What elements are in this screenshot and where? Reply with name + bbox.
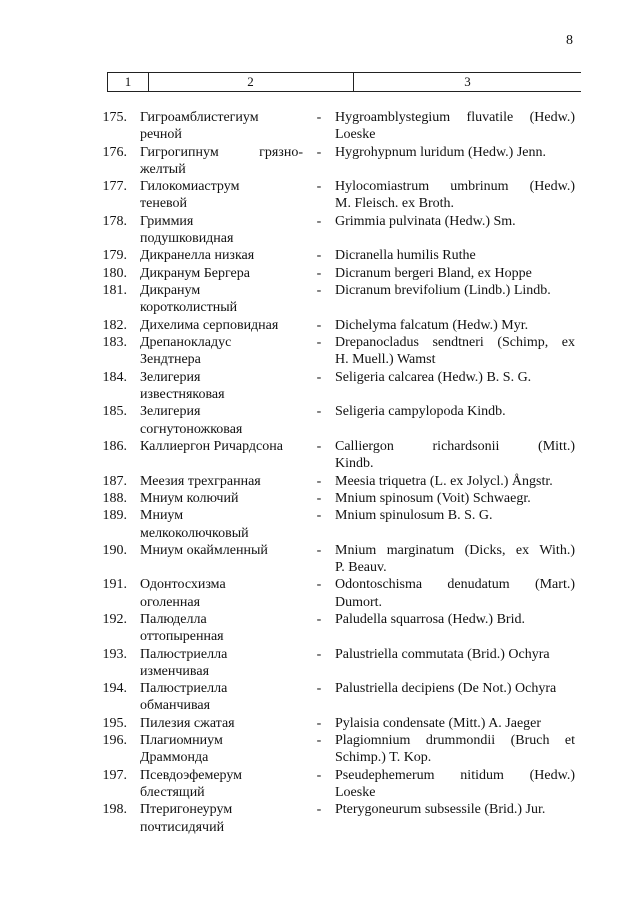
russian-name <box>140 438 303 472</box>
russian-name-line: Меезия трехгранная <box>140 473 261 489</box>
russian-name-line: известняковая <box>140 386 225 402</box>
russian-name <box>140 611 303 645</box>
latin-name-line: Drepanocladus sendtneri (Schimp, ex <box>335 335 575 351</box>
russian-name-line: Дикранум <box>140 283 201 299</box>
latin-name <box>335 767 575 801</box>
list-item <box>0 334 639 368</box>
russian-name <box>140 576 303 610</box>
latin-name-line: H. Muell.) Wamst <box>335 352 436 368</box>
entry-number: 190. <box>102 542 127 558</box>
russian-name-line: Дихелима серповидная <box>140 317 279 333</box>
entry-number: 197. <box>102 767 127 783</box>
dash-separator: - <box>316 404 322 420</box>
entry-number: 179. <box>102 248 127 264</box>
entry-number: 176. <box>102 144 127 160</box>
russian-name <box>140 473 303 490</box>
latin-name-line: Pylaisia condensate (Mitt.) A. Jaeger <box>335 715 542 731</box>
russian-name-line: Палюделла <box>140 612 207 628</box>
russian-name-line: Дикранум Бергера <box>140 265 250 281</box>
russian-name <box>140 265 303 282</box>
dash-separator: - <box>316 681 322 697</box>
list-item <box>0 767 639 801</box>
latin-name-line: Hylocomiastrum umbrinum (Hedw.) <box>335 179 575 195</box>
dash-separator: - <box>316 767 322 783</box>
latin-name-line: Schimp.) T. Kop. <box>335 750 432 766</box>
entry-number: 187. <box>102 473 127 489</box>
table-header <box>107 72 581 92</box>
entry-number: 184. <box>102 369 127 385</box>
russian-name-line: подушковидная <box>140 230 234 246</box>
latin-name-line: Loeske <box>335 785 376 801</box>
dash-separator: - <box>316 490 322 506</box>
dash-separator: - <box>316 335 322 351</box>
dash-separator: - <box>316 612 322 628</box>
russian-name-line: Драммонда <box>140 750 209 766</box>
latin-name-line: Meesia triquetra (L. ex Jolycl.) Ångstr. <box>335 473 553 489</box>
list-item <box>0 542 639 576</box>
latin-name <box>335 403 575 437</box>
russian-name-line: блестящий <box>140 785 205 801</box>
latin-name-line: Grimmia pulvinata (Hedw.) Sm. <box>335 213 516 229</box>
list-item <box>0 576 639 610</box>
entry-number: 195. <box>102 715 127 731</box>
list-item <box>0 247 639 264</box>
russian-name-line: Зендтнера <box>140 352 201 368</box>
latin-name <box>335 576 575 610</box>
latin-name-line: Dumort. <box>335 594 383 610</box>
dash-separator: - <box>316 317 322 333</box>
russian-name-line: Дикранелла низкая <box>140 248 255 264</box>
latin-name-line: Pterygoneurum subsessile (Brid.) Jur. <box>335 802 546 818</box>
russian-name <box>140 767 303 801</box>
latin-name-line: Hygrohypnum luridum (Hedw.) Jenn. <box>335 144 547 160</box>
latin-name-line: Dicranum bergeri Bland, ex Hoppe <box>335 265 532 281</box>
latin-name-line: Dichelyma falcatum (Hedw.) Myr. <box>335 317 529 333</box>
entry-number: 193. <box>102 646 127 662</box>
list-item <box>0 109 639 143</box>
russian-name-line: обманчивая <box>140 698 211 714</box>
latin-name-line: Calliergon richardsonii (Mitt.) <box>335 438 575 454</box>
latin-name-line: P. Beauv. <box>335 560 387 576</box>
russian-name <box>140 507 303 541</box>
russian-name-line: Гриммия <box>140 213 194 229</box>
latin-name <box>335 507 575 541</box>
latin-name-line: Odontoschisma denudatum (Mart.) <box>335 577 575 593</box>
russian-name <box>140 369 303 403</box>
russian-name <box>140 178 303 212</box>
latin-name-line: Dicranum brevifolium (Lindb.) Lindb. <box>335 283 551 299</box>
russian-name-line: Гилокомиаструм <box>140 179 240 195</box>
russian-name <box>140 247 303 264</box>
entry-number: 182. <box>102 317 127 333</box>
dash-separator: - <box>316 715 322 731</box>
russian-name-line: согнутоножковая <box>140 421 243 437</box>
entry-number: 183. <box>102 335 127 351</box>
list-item <box>0 317 639 334</box>
dash-separator: - <box>316 473 322 489</box>
list-item <box>0 646 639 680</box>
dash-separator: - <box>316 733 322 749</box>
latin-name <box>335 473 575 490</box>
list-item <box>0 680 639 714</box>
russian-name-line: Мниум окаймленный <box>140 542 268 558</box>
russian-name <box>140 334 303 368</box>
latin-name-line: Plagiomnium drummondii (Bruch et <box>335 733 575 749</box>
russian-name <box>140 282 303 316</box>
russian-name-line: Мниум <box>140 508 184 524</box>
latin-name <box>335 732 575 766</box>
list-item <box>0 507 639 541</box>
latin-name <box>335 680 575 714</box>
latin-name-line: Dicranella humilis Ruthe <box>335 248 476 264</box>
russian-name-line: Пилезия сжатая <box>140 715 235 731</box>
dash-separator: - <box>316 542 322 558</box>
entry-number: 180. <box>102 265 127 281</box>
entry-number: 198. <box>102 802 127 818</box>
russian-name <box>140 542 303 576</box>
russian-name-line: речной <box>140 127 182 143</box>
latin-name-line: Mnium marginatum (Dicks, ex With.) <box>335 542 575 558</box>
latin-name-line: Palustriella commutata (Brid.) Ochyra <box>335 646 550 662</box>
russian-name-line: оттопыренная <box>140 629 224 645</box>
list-item <box>0 801 639 835</box>
entry-number: 188. <box>102 490 127 506</box>
latin-name-line: Pseudephemerum nitidum (Hedw.) <box>335 767 575 783</box>
latin-name-line: Hygroamblystegium fluvatile (Hedw.) <box>335 110 575 125</box>
russian-name <box>140 213 303 247</box>
russian-name-line: коротколистный <box>140 300 238 316</box>
latin-name <box>335 369 575 403</box>
russian-name-line: изменчивая <box>140 663 210 679</box>
latin-name <box>335 317 575 334</box>
russian-name-line: Каллиергон Ричардсона <box>140 438 283 454</box>
russian-name-line: Одонтосхизма <box>140 577 226 593</box>
russian-name-line: Зелигерия <box>140 404 201 420</box>
entry-number: 192. <box>102 612 127 628</box>
latin-name <box>335 334 575 368</box>
latin-name-line: Paludella squarrosa (Hedw.) Brid. <box>335 612 525 628</box>
russian-name-line: Мниум колючий <box>140 490 239 506</box>
latin-name-line: Seligeria calcarea (Hedw.) B. S. G. <box>335 369 532 385</box>
russian-name <box>140 490 303 507</box>
russian-name <box>140 317 303 334</box>
latin-name <box>335 282 575 316</box>
list-item <box>0 473 639 490</box>
list-item <box>0 178 639 212</box>
entry-number: 175. <box>102 110 127 125</box>
russian-name-line: Гигрогипнум грязно- <box>140 144 303 160</box>
latin-name-line: Mnium spinulosum B. S. G. <box>335 508 493 524</box>
header-col-3: 3 <box>464 74 471 89</box>
list-item <box>0 265 639 282</box>
list-item <box>0 282 639 316</box>
russian-name <box>140 646 303 680</box>
entry-number: 178. <box>102 213 127 229</box>
russian-name-line: Гигроамблистегиум <box>140 110 259 125</box>
latin-name-line: Loeske <box>335 127 376 143</box>
dash-separator: - <box>316 265 322 281</box>
latin-name <box>335 178 575 212</box>
russian-name-line: почтисидячий <box>140 819 225 835</box>
russian-name-line: мелкоколючковый <box>140 525 249 541</box>
list-item <box>0 611 639 645</box>
latin-name <box>335 247 575 264</box>
dash-separator: - <box>316 110 322 125</box>
list-item <box>0 144 639 178</box>
dash-separator: - <box>316 438 322 454</box>
russian-name-line: Птеригонеурум <box>140 802 233 818</box>
list-item <box>0 213 639 247</box>
latin-name <box>335 213 575 247</box>
latin-name <box>335 438 575 472</box>
latin-name <box>335 646 575 680</box>
russian-name <box>140 680 303 714</box>
russian-name-line: оголенная <box>140 594 201 610</box>
dash-separator: - <box>316 508 322 524</box>
russian-name-line: Псевдоэфемерум <box>140 767 243 783</box>
header-col-1: 1 <box>107 73 149 91</box>
russian-name-line: Палюстриелла <box>140 681 228 697</box>
russian-name <box>140 732 303 766</box>
list-item <box>0 438 639 472</box>
list-item <box>0 369 639 403</box>
entry-number: 194. <box>102 681 127 697</box>
russian-name <box>140 403 303 437</box>
latin-name <box>335 490 575 507</box>
latin-name <box>335 611 575 645</box>
russian-name-line: теневой <box>140 196 188 212</box>
page-number: 8 <box>566 33 573 48</box>
latin-name <box>335 715 575 732</box>
dash-separator: - <box>316 369 322 385</box>
dash-separator: - <box>316 179 322 195</box>
dash-separator: - <box>316 577 322 593</box>
latin-name <box>335 265 575 282</box>
russian-name-line: Плагиомниум <box>140 733 223 749</box>
entry-number: 191. <box>102 577 127 593</box>
species-list <box>0 109 639 836</box>
latin-name <box>335 801 575 835</box>
dash-separator: - <box>316 646 322 662</box>
list-item <box>0 732 639 766</box>
russian-name <box>140 144 303 178</box>
dash-separator: - <box>316 248 322 264</box>
russian-name-line: Зелигерия <box>140 369 201 385</box>
russian-name <box>140 109 303 143</box>
entry-number: 189. <box>102 508 127 524</box>
entry-number: 186. <box>102 438 127 454</box>
list-item <box>0 403 639 437</box>
list-item <box>0 715 639 732</box>
latin-name-line: Mnium spinosum (Voit) Schwaegr. <box>335 490 531 506</box>
entry-number: 177. <box>102 179 127 195</box>
latin-name-line: Palustriella decipiens (De Not.) Ochyra <box>335 681 557 697</box>
latin-name-line: M. Fleisch. ex Broth. <box>335 196 454 212</box>
latin-name <box>335 542 575 576</box>
list-item <box>0 490 639 507</box>
latin-name <box>335 144 575 178</box>
dash-separator: - <box>316 283 322 299</box>
russian-name-line: Палюстриелла <box>140 646 228 662</box>
dash-separator: - <box>316 213 322 229</box>
russian-name-line: Дрепанокладус <box>140 335 232 351</box>
dash-separator: - <box>316 802 322 818</box>
latin-name <box>335 109 575 143</box>
russian-name <box>140 715 303 732</box>
entry-number: 181. <box>102 283 127 299</box>
entry-number: 185. <box>102 404 127 420</box>
russian-name-line: желтый <box>140 161 186 177</box>
dash-separator: - <box>316 144 322 160</box>
latin-name-line: Seligeria campylopoda Kindb. <box>335 404 506 420</box>
entry-number: 196. <box>102 733 127 749</box>
latin-name-line: Kindb. <box>335 456 374 472</box>
russian-name <box>140 801 303 835</box>
header-col-2: 2 <box>148 73 354 91</box>
